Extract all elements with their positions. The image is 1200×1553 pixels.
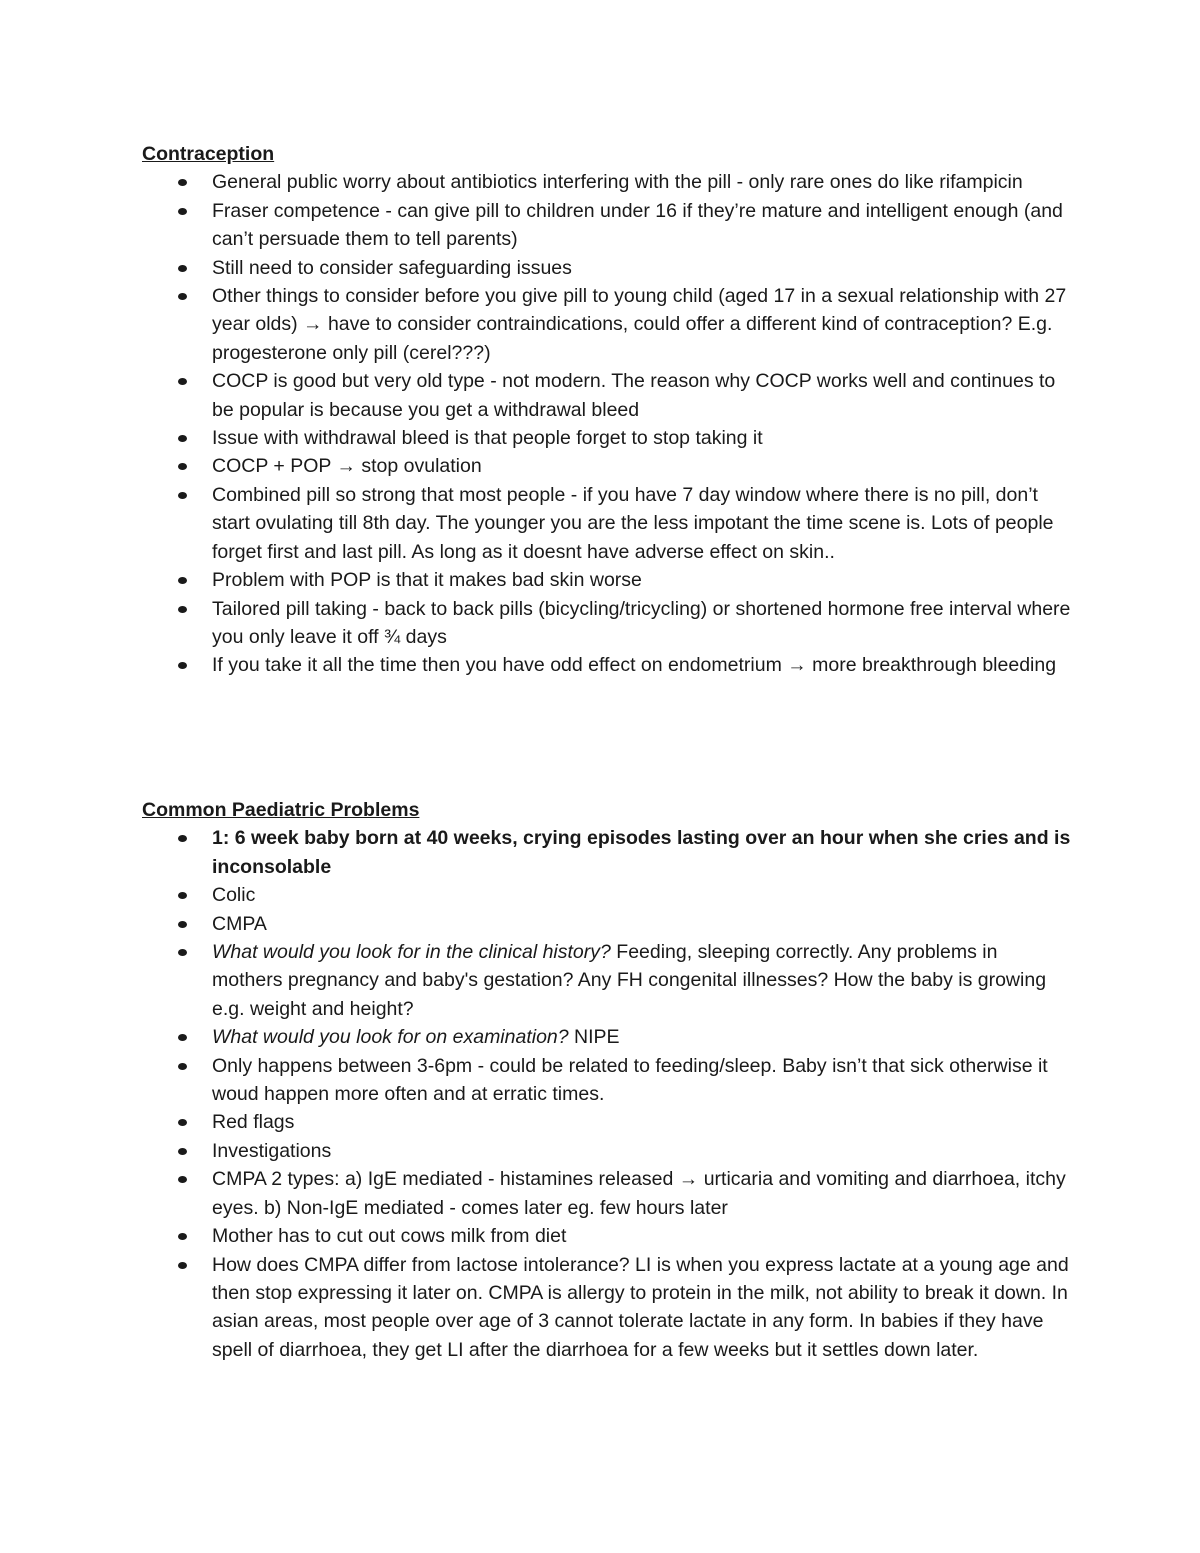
- case-title: 1: 6 week baby born at 40 weeks, crying episodes lasting over an hour when she cries and is inconsolable: [212, 827, 1071, 878]
- list-item-text: CMPA 2 types: a) IgE mediated - histamines released → urticaria and vomiting and diarrhoea, itchy eyes. b) Non-IgE mediated - comes later eg. few hours later: [212, 1168, 1066, 1219]
- list-item: [212, 424, 1072, 452]
- list-item-text: Still need to consider safeguarding issues: [212, 256, 572, 279]
- list-item-text: How does CMPA differ from lactose intolerance? LI is when you express lactate at a young age and then stop expressing it later on. CMPA is allergy to protein in the milk, not ability to break it down. In asian areas, most people over age of 3 cannot tolerate lactate in any form. In babies if they have spell of diarrhoea, they get LI after the diarrhoea for a few weeks but it settles down later.: [212, 1253, 1069, 1361]
- list-item-text: General public worry about antibiotics interfering with the pill - only rare ones do like rifampicin: [212, 171, 1023, 194]
- list-item-text: Fraser competence - can give pill to children under 16 if they’re mature and intelligent enough (and can’t persuade them to tell parents): [212, 199, 1063, 251]
- bullet-icon: [178, 463, 187, 470]
- list-item: [212, 1052, 1072, 1109]
- list-item: [212, 595, 1072, 652]
- list-item: [212, 1137, 1072, 1165]
- list-item-text: Problem with POP is that it makes bad skin worse: [212, 569, 642, 592]
- list-item-text: COCP + POP → stop ovulation: [212, 455, 482, 478]
- bullet-icon: [178, 435, 187, 442]
- bullet-icon: [178, 949, 187, 956]
- bullet-icon: [178, 293, 187, 300]
- list-item: [212, 1222, 1072, 1250]
- list-item-text: Investigations: [212, 1139, 332, 1162]
- paediatric-section: [142, 796, 1072, 1364]
- bullet-icon: [178, 208, 187, 215]
- bullet-list: [142, 824, 1072, 1364]
- list-item: [212, 1023, 1072, 1051]
- list-item-text: NIPE: [568, 1026, 620, 1049]
- bullet-icon: [178, 1176, 187, 1183]
- bullet-icon: [178, 1063, 187, 1070]
- bullet-icon: [178, 1119, 187, 1126]
- list-item-text: Other things to consider before you give pill to young child (aged 17 in a sexual relationship with 27 year olds) → have to consider contraindications, could offer a different kind of contraception? E.g. progesterone only pill (cerel???): [212, 285, 1067, 364]
- list-item-text: Mother has to cut out cows milk from diet: [212, 1225, 567, 1248]
- list-item: [212, 1108, 1072, 1136]
- bullet-icon: [178, 1034, 187, 1041]
- bullet-icon: [178, 892, 187, 899]
- list-item: [212, 910, 1072, 938]
- bullet-icon: [178, 265, 187, 272]
- list-item-text: Red flags: [212, 1111, 295, 1134]
- list-item: [212, 481, 1072, 566]
- list-item: [212, 197, 1072, 254]
- list-item-text: Colic: [212, 884, 256, 907]
- contraception-section: [142, 140, 1072, 680]
- list-item-text: CMPA: [212, 912, 267, 935]
- bullet-icon: [178, 1148, 187, 1155]
- bullet-icon: [178, 378, 187, 385]
- list-item: [212, 254, 1072, 282]
- bullet-icon: [178, 921, 187, 928]
- bullet-icon: [178, 1262, 187, 1269]
- list-item-text: COCP is good but very old type - not modern. The reason why COCP works well and continues to be popular is because you get a withdrawal bleed: [212, 370, 1056, 421]
- section-heading: Common Paediatric Problems: [142, 799, 420, 821]
- bullet-list: [142, 168, 1072, 679]
- list-item: [212, 452, 1072, 480]
- list-item: [212, 1251, 1072, 1365]
- list-item: [212, 282, 1072, 367]
- list-item-text: Only happens between 3-6pm - could be related to feeding/sleep. Baby isn’t that sick otherwise it woud happen more often and at erratic times.: [212, 1054, 1048, 1106]
- bullet-icon: [178, 606, 187, 613]
- list-item: [212, 566, 1072, 594]
- list-item: [212, 168, 1072, 196]
- list-item-text: Tailored pill taking - back to back pills (bicycling/tricycling) or shortened hormone free interval where you only leave it off ¾ days: [212, 597, 1071, 648]
- bullet-icon: [178, 492, 187, 499]
- bullet-icon: [178, 577, 187, 584]
- list-item: [212, 1165, 1072, 1222]
- bullet-icon: [178, 179, 187, 186]
- list-item: [212, 938, 1072, 1023]
- bullet-icon: [178, 835, 187, 842]
- list-item-text: Combined pill so strong that most people - if you have 7 day window where there is no pill, don’t start ovulating till 8th day. The younger you are the less impotant the time scene is. Lots of people forget first and last pill. As long as it doesnt have adverse effect on skin..: [212, 483, 1054, 563]
- list-item: [212, 881, 1072, 909]
- list-item-text: If you take it all the time then you have odd effect on endometrium → more breakthrough bleeding: [212, 654, 1057, 677]
- section-heading: Contraception: [142, 143, 275, 165]
- list-item-text: Issue with withdrawal bleed is that people forget to stop taking it: [212, 427, 763, 450]
- list-item: [212, 824, 1072, 881]
- question-text: What would you look for on examination?: [212, 1026, 569, 1049]
- list-item: [212, 651, 1072, 679]
- bullet-icon: [178, 662, 187, 669]
- question-text: What would you look for in the clinical history?: [212, 941, 611, 964]
- list-item: [212, 367, 1072, 424]
- bullet-icon: [178, 1233, 187, 1240]
- list-item-text: Feeding, sleeping correctly. Any problems in mothers pregnancy and baby's gestation? Any FH congenital illnesses? How the baby is growing e.g. weight and height?: [212, 941, 1047, 1020]
